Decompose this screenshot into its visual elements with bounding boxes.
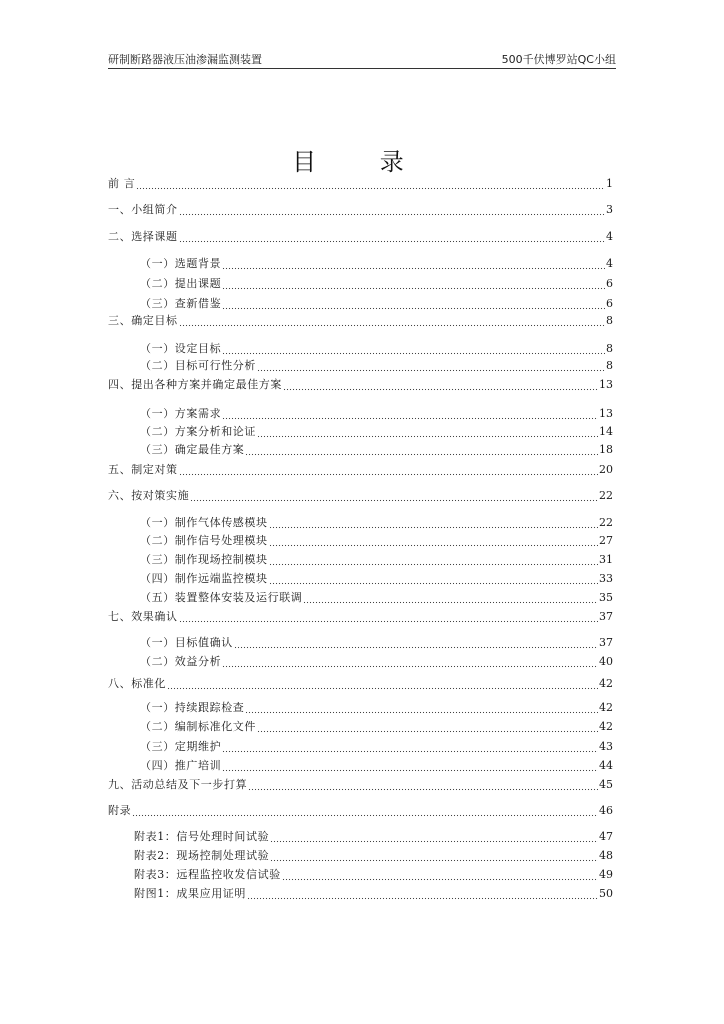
toc-entry-label: （三）查新借鉴 — [140, 297, 222, 310]
toc-dot-leader — [222, 341, 605, 357]
toc-page-number: 43 — [599, 740, 613, 753]
toc-page-number: 35 — [599, 591, 613, 604]
toc-entry[interactable] — [140, 700, 613, 716]
toc-page-number: 31 — [599, 553, 613, 566]
toc-entry-label: （一）设定目标 — [140, 342, 222, 355]
toc-entry-label: 二、选择课题 — [108, 230, 178, 243]
toc-dot-leader — [245, 442, 598, 458]
toc-entry-label: （四）制作远端监控模块 — [140, 572, 268, 585]
toc-page-number: 37 — [599, 636, 613, 649]
toc-dot-leader — [222, 654, 598, 670]
toc-page-number: 33 — [599, 572, 613, 585]
toc-dot-leader — [136, 176, 605, 192]
toc-entry-label: （三）定期维护 — [140, 740, 222, 753]
toc-entry[interactable] — [134, 829, 613, 845]
toc-entry-label: 四、提出各种方案并确定最佳方案 — [108, 378, 282, 391]
toc-entry[interactable] — [108, 202, 613, 218]
toc-entry-label: 七、效果确认 — [108, 610, 178, 623]
toc-dot-leader — [269, 571, 598, 587]
toc-entry[interactable] — [108, 777, 613, 793]
toc-entry-label: 前 言 — [108, 177, 136, 190]
toc-entry[interactable] — [134, 848, 613, 864]
toc-page-number: 4 — [606, 257, 613, 270]
toc-entry-label: （四）推广培训 — [140, 759, 222, 772]
toc-page-number: 4 — [606, 230, 613, 243]
toc-entry[interactable] — [108, 803, 613, 819]
toc-entry-label: 一、小组简介 — [108, 203, 178, 216]
toc-dot-leader — [303, 590, 598, 606]
toc-entry[interactable] — [140, 533, 613, 549]
toc-page-number: 46 — [599, 804, 613, 817]
toc-page-number: 14 — [599, 425, 613, 438]
toc-entry[interactable] — [108, 229, 613, 245]
toc-entry-label: （五）装置整体安装及运行联调 — [140, 591, 303, 604]
page-title: 目 录 — [292, 148, 432, 176]
toc-dot-leader — [257, 719, 598, 735]
toc-entry[interactable] — [108, 176, 613, 192]
toc-entry-label: （一）持续跟踪检查 — [140, 701, 245, 714]
toc-entry-label: （三）制作现场控制模块 — [140, 553, 268, 566]
toc-dot-leader — [234, 635, 598, 651]
toc-entry-label: 三、确定目标 — [108, 314, 178, 327]
toc-entry[interactable] — [134, 867, 613, 883]
toc-page-number: 1 — [606, 177, 613, 190]
toc-dot-leader — [222, 739, 598, 755]
toc-entry[interactable] — [108, 462, 613, 478]
toc-page-number: 13 — [599, 407, 613, 420]
toc-page-number: 27 — [599, 534, 613, 547]
toc-entry-label: 附表1：信号处理时间试验 — [134, 830, 270, 843]
toc-page-number: 45 — [599, 778, 613, 791]
toc-entry[interactable] — [140, 406, 613, 422]
toc-entry[interactable] — [140, 424, 613, 440]
toc-dot-leader — [222, 406, 598, 422]
toc-dot-leader — [222, 276, 605, 292]
toc-entry[interactable] — [108, 377, 613, 393]
toc-entry[interactable] — [140, 719, 613, 735]
toc-dot-leader — [283, 377, 598, 393]
toc-dot-leader — [270, 848, 598, 864]
toc-entry-label: 附表3：远程监控收发信试验 — [134, 868, 281, 881]
toc-dot-leader — [257, 358, 605, 374]
toc-entry-label: 附表2：现场控制处理试验 — [134, 849, 270, 862]
toc-page-number: 42 — [599, 701, 613, 714]
toc-entry[interactable] — [140, 442, 613, 458]
toc-dot-leader — [222, 758, 598, 774]
toc-page-number: 13 — [599, 378, 613, 391]
toc-page-number: 22 — [599, 489, 613, 502]
toc-page-number: 40 — [599, 655, 613, 668]
toc-entry-label: （一）选题背景 — [140, 257, 222, 270]
toc-entry[interactable] — [140, 590, 613, 606]
toc-dot-leader — [179, 313, 605, 329]
toc-entry[interactable] — [108, 313, 613, 329]
toc-entry[interactable] — [140, 256, 613, 272]
toc-entry-label: 八、标准化 — [108, 677, 166, 690]
toc-page-number: 42 — [599, 720, 613, 733]
toc-entry-label: （一）目标值确认 — [140, 636, 233, 649]
toc-entry[interactable] — [140, 358, 613, 374]
toc-entry[interactable] — [140, 654, 613, 670]
toc-dot-leader — [179, 609, 598, 625]
toc-entry-label: 五、制定对策 — [108, 463, 178, 476]
toc-page-number: 47 — [599, 830, 613, 843]
toc-entry[interactable] — [140, 571, 613, 587]
toc-page-number: 6 — [606, 297, 613, 310]
toc-dot-leader — [179, 202, 605, 218]
toc-dot-leader — [179, 229, 605, 245]
toc-dot-leader — [248, 777, 598, 793]
toc-page-number: 8 — [606, 342, 613, 355]
toc-entry-label: （二）方案分析和论证 — [140, 425, 256, 438]
toc-dot-leader — [257, 424, 598, 440]
toc-entry[interactable] — [140, 635, 613, 651]
toc-entry[interactable] — [108, 609, 613, 625]
toc-page-number: 22 — [599, 516, 613, 529]
toc-entry-label: （三）确定最佳方案 — [140, 443, 245, 456]
toc-entry-label: 九、活动总结及下一步打算 — [108, 778, 248, 791]
toc-entry[interactable] — [140, 515, 613, 531]
toc-entry[interactable] — [140, 739, 613, 755]
toc-entry-label: （二）提出课题 — [140, 277, 222, 290]
toc-dot-leader — [179, 462, 598, 478]
toc-entry-label: （一）制作气体传感模块 — [140, 516, 268, 529]
toc-entry-label: 附录 — [108, 804, 132, 817]
toc-entry[interactable] — [140, 758, 613, 774]
toc-page-number: 20 — [599, 463, 613, 476]
header-team-name: 500千伏博罗站QC小组 — [501, 53, 616, 66]
toc-entry[interactable] — [140, 341, 613, 357]
toc-dot-leader — [269, 515, 598, 531]
toc-dot-leader — [167, 676, 598, 692]
toc-dot-leader — [245, 700, 598, 716]
toc-entry[interactable] — [108, 676, 613, 692]
toc-page-number: 44 — [599, 759, 613, 772]
toc-dot-leader — [247, 886, 598, 902]
toc-entry[interactable] — [140, 276, 613, 292]
toc-dot-leader — [282, 867, 598, 883]
toc-dot-leader — [222, 296, 605, 312]
toc-entry-label: （二）目标可行性分析 — [140, 359, 256, 372]
toc-entry-label: （二）效益分析 — [140, 655, 222, 668]
toc-entry[interactable] — [140, 296, 613, 312]
toc-entry[interactable] — [134, 886, 613, 902]
toc-page-number: 50 — [599, 887, 613, 900]
toc-entry-label: （二）编制标准化文件 — [140, 720, 256, 733]
header-document-title: 研制断路器液压油渗漏监测装置 — [108, 53, 262, 66]
toc-page-number: 18 — [599, 443, 613, 456]
toc-entry-label: （一）方案需求 — [140, 407, 222, 420]
toc-entry-label: 六、按对策实施 — [108, 489, 190, 502]
toc-entry[interactable] — [108, 488, 613, 504]
toc-page-number: 49 — [599, 868, 613, 881]
toc-dot-leader — [132, 803, 598, 819]
toc-entry[interactable] — [140, 552, 613, 568]
toc-entry-label: 附图1：成果应用证明 — [134, 887, 246, 900]
toc-page-number: 8 — [606, 359, 613, 372]
toc-dot-leader — [270, 829, 598, 845]
toc-dot-leader — [269, 533, 598, 549]
toc-entry-label: （二）制作信号处理模块 — [140, 534, 268, 547]
toc-dot-leader — [190, 488, 598, 504]
toc-dot-leader — [222, 256, 605, 272]
toc-page-number: 8 — [606, 314, 613, 327]
toc-page-number: 3 — [606, 203, 613, 216]
toc-page-number: 37 — [599, 610, 613, 623]
toc-dot-leader — [269, 552, 598, 568]
toc-page-number: 48 — [599, 849, 613, 862]
toc-page-number: 42 — [599, 677, 613, 690]
toc-page-number: 6 — [606, 277, 613, 290]
